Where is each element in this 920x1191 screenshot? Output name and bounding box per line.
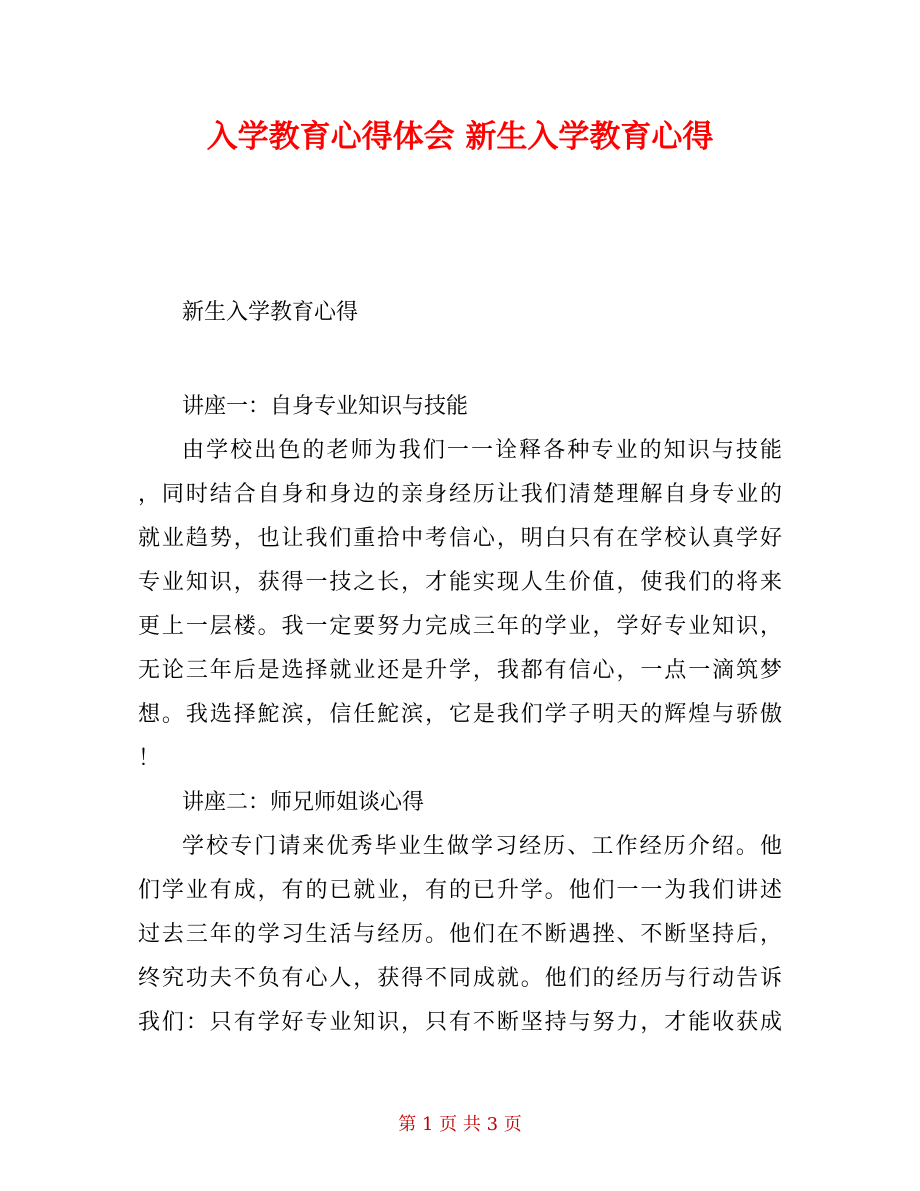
paragraph-line: 由学校出色的老师为我们一一诠释各种专业的知识与技能 xyxy=(182,438,782,463)
paragraph-line: 专业知识，获得一技之长，才能实现人生价值，使我们的将来 xyxy=(138,570,782,595)
paragraph-line: 终究功夫不负有心人，获得不同成就。他们的经历与行动告诉 xyxy=(138,966,782,991)
page-footer: 第 1 页 共 3 页 xyxy=(398,1114,522,1135)
paragraph-line: ！ xyxy=(138,746,161,771)
document-body xyxy=(138,385,782,1045)
paragraph-line: 学校专门请来优秀毕业生做学习经历、工作经历介绍。他 xyxy=(182,834,782,859)
paragraph-line: 们学业有成，有的已就业，有的已升学。他们一一为我们讲述 xyxy=(138,878,782,903)
document-subtitle xyxy=(138,291,782,335)
paragraph-line: 无论三年后是选择就业还是升学，我都有信心，一点一滴筑梦 xyxy=(138,658,782,683)
paragraph-line: ，同时结合自身和身边的亲身经历让我们清楚理解自身专业的 xyxy=(138,482,782,507)
document-title: 入学教育心得体会 新生入学教育心得 xyxy=(206,119,714,155)
section-heading: 讲座一：自身专业知识与技能 xyxy=(182,394,469,419)
paragraph-line: 我们：只有学好专业知识，只有不断坚持与努力，才能收获成 xyxy=(138,1010,782,1035)
paragraph-line: 过去三年的学习生活与经历。他们在不断遇挫、不断坚持后， xyxy=(138,922,782,947)
subtitle-text: 新生入学教育心得 xyxy=(182,300,359,325)
paragraph-line: 更上一层楼。我一定要努力完成三年的学业，学好专业知识， xyxy=(138,614,782,639)
paragraph-line: 想。我选择鮀滨，信任鮀滨，它是我们学子明天的辉煌与骄傲 xyxy=(138,702,782,727)
section-heading: 讲座二：师兄师姐谈心得 xyxy=(182,790,425,815)
paragraph-line: 就业趋势，也让我们重拾中考信心，明白只有在学校认真学好 xyxy=(138,526,782,551)
